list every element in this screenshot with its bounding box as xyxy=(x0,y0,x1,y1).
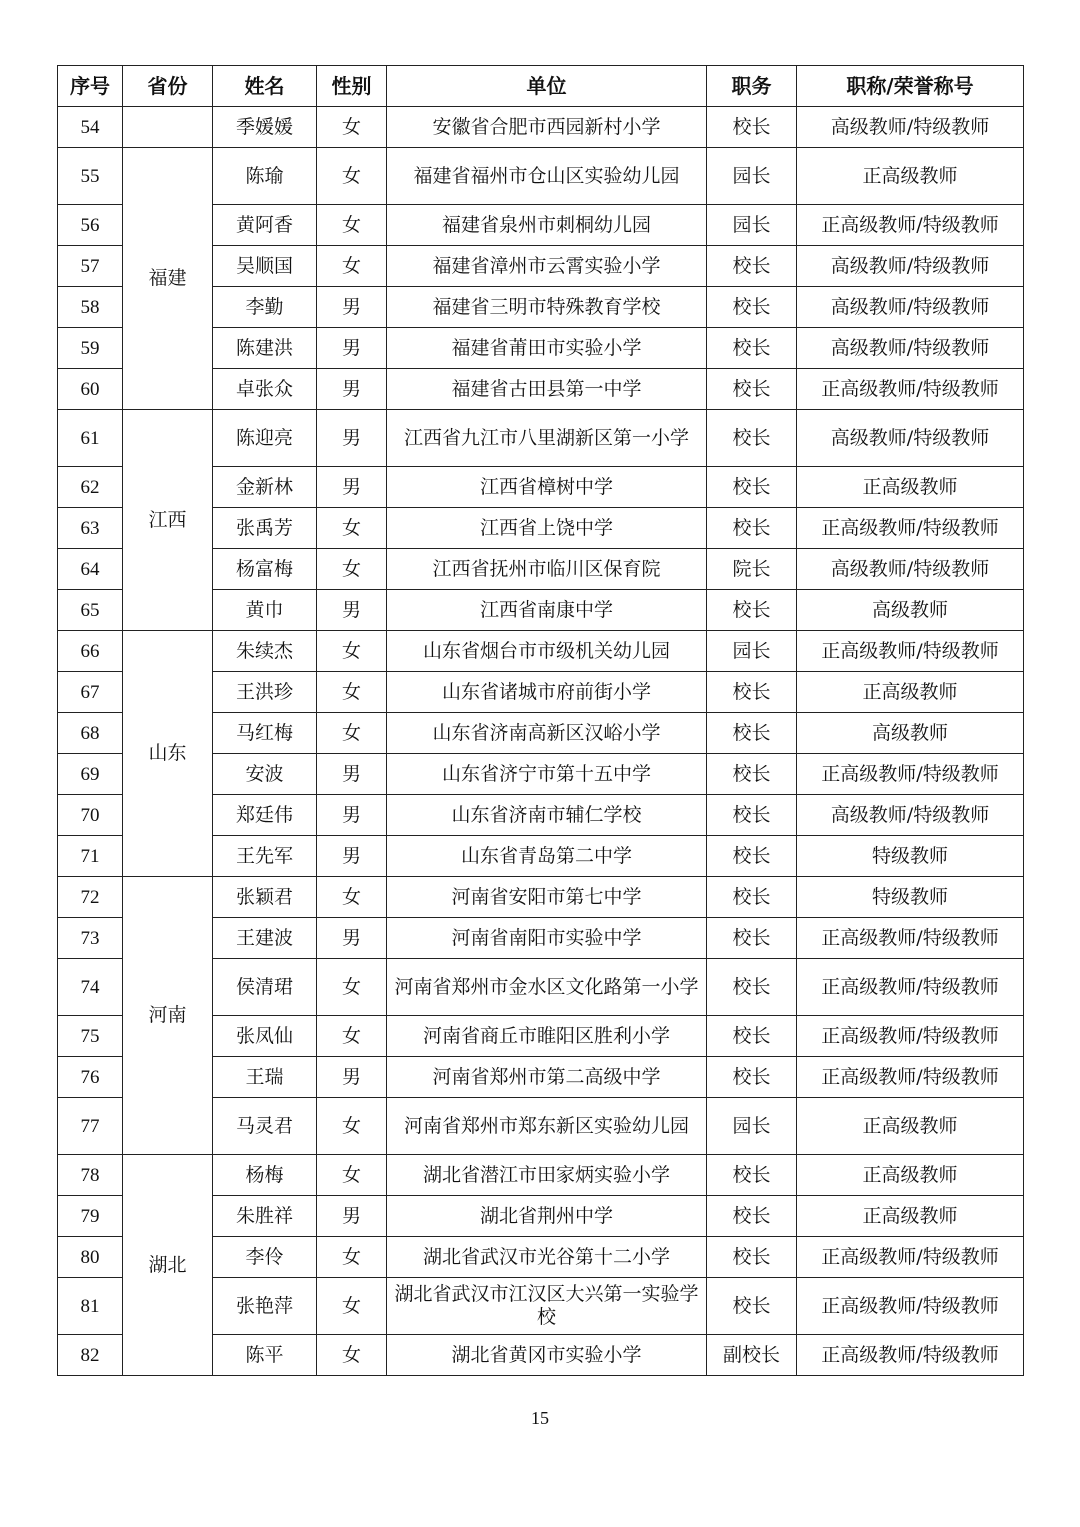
cell-gender: 女 xyxy=(317,631,387,672)
cell-unit: 江西省南康中学 xyxy=(387,590,707,631)
cell-title: 特级教师 xyxy=(797,877,1024,918)
cell-unit: 湖北省武汉市光谷第十二小学 xyxy=(387,1237,707,1278)
cell-gender: 男 xyxy=(317,467,387,508)
cell-position: 校长 xyxy=(707,1237,797,1278)
cell-name: 李勤 xyxy=(213,287,317,328)
cell-gender: 男 xyxy=(317,287,387,328)
cell-title: 正高级教师 xyxy=(797,1155,1024,1196)
cell-name: 朱续杰 xyxy=(213,631,317,672)
cell-title: 特级教师 xyxy=(797,836,1024,877)
cell-gender: 女 xyxy=(317,508,387,549)
cell-gender: 女 xyxy=(317,549,387,590)
cell-unit: 河南省安阳市第七中学 xyxy=(387,877,707,918)
cell-position: 校长 xyxy=(707,1278,797,1335)
cell-no: 82 xyxy=(58,1335,123,1376)
cell-no: 74 xyxy=(58,959,123,1016)
cell-no: 65 xyxy=(58,590,123,631)
cell-position: 园长 xyxy=(707,1098,797,1155)
cell-title: 正高级教师 xyxy=(797,467,1024,508)
cell-gender: 男 xyxy=(317,1196,387,1237)
cell-name: 张凤仙 xyxy=(213,1016,317,1057)
cell-title: 高级教师/特级教师 xyxy=(797,107,1024,148)
cell-gender: 女 xyxy=(317,877,387,918)
cell-gender: 男 xyxy=(317,369,387,410)
cell-gender: 女 xyxy=(317,959,387,1016)
cell-gender: 男 xyxy=(317,410,387,467)
cell-no: 59 xyxy=(58,328,123,369)
cell-name: 安波 xyxy=(213,754,317,795)
cell-gender: 男 xyxy=(317,328,387,369)
cell-name: 黄阿香 xyxy=(213,205,317,246)
cell-unit: 江西省九江市八里湖新区第一小学 xyxy=(387,410,707,467)
cell-gender: 女 xyxy=(317,148,387,205)
cell-name: 张颖君 xyxy=(213,877,317,918)
cell-gender: 男 xyxy=(317,918,387,959)
cell-no: 77 xyxy=(58,1098,123,1155)
cell-gender: 女 xyxy=(317,1237,387,1278)
cell-province: 山东 xyxy=(123,631,213,877)
cell-position: 校长 xyxy=(707,590,797,631)
cell-name: 郑廷伟 xyxy=(213,795,317,836)
cell-no: 60 xyxy=(58,369,123,410)
cell-position: 校长 xyxy=(707,1196,797,1237)
cell-no: 67 xyxy=(58,672,123,713)
cell-unit: 山东省诸城市府前街小学 xyxy=(387,672,707,713)
cell-name: 杨富梅 xyxy=(213,549,317,590)
cell-name: 陈平 xyxy=(213,1335,317,1376)
cell-name: 金新林 xyxy=(213,467,317,508)
cell-unit: 湖北省潜江市田家炳实验小学 xyxy=(387,1155,707,1196)
cell-name: 季媛媛 xyxy=(213,107,317,148)
cell-unit: 福建省三明市特殊教育学校 xyxy=(387,287,707,328)
cell-name: 王建波 xyxy=(213,918,317,959)
cell-no: 63 xyxy=(58,508,123,549)
cell-name: 李伶 xyxy=(213,1237,317,1278)
cell-position: 校长 xyxy=(707,328,797,369)
cell-gender: 女 xyxy=(317,107,387,148)
cell-no: 71 xyxy=(58,836,123,877)
cell-province xyxy=(123,107,213,148)
table-row xyxy=(58,410,1024,467)
cell-province: 河南 xyxy=(123,877,213,1155)
cell-no: 55 xyxy=(58,148,123,205)
roster-body xyxy=(58,107,1024,1376)
cell-title: 正高级教师/特级教师 xyxy=(797,754,1024,795)
cell-unit: 河南省商丘市睢阳区胜利小学 xyxy=(387,1016,707,1057)
cell-position: 园长 xyxy=(707,148,797,205)
cell-province: 湖北 xyxy=(123,1155,213,1376)
cell-gender: 女 xyxy=(317,1016,387,1057)
cell-no: 68 xyxy=(58,713,123,754)
cell-position: 校长 xyxy=(707,1155,797,1196)
cell-unit: 福建省泉州市刺桐幼儿园 xyxy=(387,205,707,246)
cell-name: 朱胜祥 xyxy=(213,1196,317,1237)
cell-unit: 福建省古田县第一中学 xyxy=(387,369,707,410)
cell-no: 64 xyxy=(58,549,123,590)
cell-unit: 江西省抚州市临川区保育院 xyxy=(387,549,707,590)
cell-no: 81 xyxy=(58,1278,123,1335)
cell-no: 58 xyxy=(58,287,123,328)
cell-no: 69 xyxy=(58,754,123,795)
cell-unit: 安徽省合肥市西园新村小学 xyxy=(387,107,707,148)
cell-unit: 福建省福州市仓山区实验幼儿园 xyxy=(387,148,707,205)
cell-name: 卓张众 xyxy=(213,369,317,410)
cell-unit: 江西省樟树中学 xyxy=(387,467,707,508)
cell-title: 正高级教师/特级教师 xyxy=(797,959,1024,1016)
table-row xyxy=(58,1155,1024,1196)
header-name: 姓名 xyxy=(213,66,317,107)
table-row xyxy=(58,631,1024,672)
cell-name: 张禹芳 xyxy=(213,508,317,549)
cell-title: 正高级教师/特级教师 xyxy=(797,369,1024,410)
cell-gender: 女 xyxy=(317,246,387,287)
cell-no: 66 xyxy=(58,631,123,672)
header-province: 省份 xyxy=(123,66,213,107)
cell-title: 正高级教师/特级教师 xyxy=(797,508,1024,549)
cell-title: 正高级教师 xyxy=(797,1098,1024,1155)
cell-name: 杨梅 xyxy=(213,1155,317,1196)
header-position: 职务 xyxy=(707,66,797,107)
cell-name: 侯清珺 xyxy=(213,959,317,1016)
cell-unit: 湖北省武汉市江汉区大兴第一实验学校 xyxy=(387,1278,707,1335)
cell-title: 正高级教师 xyxy=(797,1196,1024,1237)
cell-position: 校长 xyxy=(707,287,797,328)
cell-name: 黄巾 xyxy=(213,590,317,631)
cell-position: 校长 xyxy=(707,754,797,795)
cell-no: 78 xyxy=(58,1155,123,1196)
cell-unit: 河南省郑州市郑东新区实验幼儿园 xyxy=(387,1098,707,1155)
table-row xyxy=(58,148,1024,205)
cell-gender: 女 xyxy=(317,713,387,754)
cell-unit: 河南省南阳市实验中学 xyxy=(387,918,707,959)
cell-position: 校长 xyxy=(707,795,797,836)
cell-position: 校长 xyxy=(707,672,797,713)
cell-unit: 山东省济南高新区汉峪小学 xyxy=(387,713,707,754)
table-row xyxy=(58,107,1024,148)
cell-no: 75 xyxy=(58,1016,123,1057)
cell-title: 高级教师/特级教师 xyxy=(797,795,1024,836)
header-row xyxy=(58,66,1024,107)
cell-position: 校长 xyxy=(707,410,797,467)
cell-position: 校长 xyxy=(707,713,797,754)
cell-gender: 女 xyxy=(317,205,387,246)
cell-title: 高级教师/特级教师 xyxy=(797,287,1024,328)
cell-province: 福建 xyxy=(123,148,213,410)
cell-name: 王洪珍 xyxy=(213,672,317,713)
cell-position: 校长 xyxy=(707,918,797,959)
header-no: 序号 xyxy=(58,66,123,107)
table-row xyxy=(58,877,1024,918)
cell-gender: 男 xyxy=(317,1057,387,1098)
cell-title: 正高级教师/特级教师 xyxy=(797,1237,1024,1278)
cell-title: 正高级教师/特级教师 xyxy=(797,1016,1024,1057)
cell-no: 76 xyxy=(58,1057,123,1098)
cell-title: 正高级教师/特级教师 xyxy=(797,1278,1024,1335)
cell-province: 江西 xyxy=(123,410,213,631)
cell-title: 正高级教师/特级教师 xyxy=(797,631,1024,672)
cell-no: 62 xyxy=(58,467,123,508)
cell-name: 张艳萍 xyxy=(213,1278,317,1335)
cell-unit: 山东省青岛第二中学 xyxy=(387,836,707,877)
cell-gender: 男 xyxy=(317,754,387,795)
cell-gender: 女 xyxy=(317,1335,387,1376)
cell-name: 吴顺国 xyxy=(213,246,317,287)
cell-unit: 山东省烟台市市级机关幼儿园 xyxy=(387,631,707,672)
cell-name: 陈迎亮 xyxy=(213,410,317,467)
cell-name: 马灵君 xyxy=(213,1098,317,1155)
cell-gender: 女 xyxy=(317,1155,387,1196)
cell-position: 校长 xyxy=(707,467,797,508)
cell-gender: 男 xyxy=(317,795,387,836)
cell-no: 73 xyxy=(58,918,123,959)
cell-no: 70 xyxy=(58,795,123,836)
cell-no: 57 xyxy=(58,246,123,287)
cell-unit: 江西省上饶中学 xyxy=(387,508,707,549)
cell-unit: 山东省济南市辅仁学校 xyxy=(387,795,707,836)
cell-gender: 男 xyxy=(317,590,387,631)
cell-position: 校长 xyxy=(707,877,797,918)
cell-name: 陈建洪 xyxy=(213,328,317,369)
cell-no: 72 xyxy=(58,877,123,918)
cell-title: 高级教师/特级教师 xyxy=(797,246,1024,287)
cell-title: 正高级教师/特级教师 xyxy=(797,918,1024,959)
cell-gender: 男 xyxy=(317,836,387,877)
cell-title: 正高级教师 xyxy=(797,672,1024,713)
cell-name: 王先军 xyxy=(213,836,317,877)
cell-title: 正高级教师/特级教师 xyxy=(797,1335,1024,1376)
cell-unit: 河南省郑州市第二高级中学 xyxy=(387,1057,707,1098)
header-unit: 单位 xyxy=(387,66,707,107)
cell-title: 高级教师 xyxy=(797,590,1024,631)
cell-unit: 湖北省荆州中学 xyxy=(387,1196,707,1237)
cell-name: 陈瑜 xyxy=(213,148,317,205)
cell-title: 正高级教师 xyxy=(797,148,1024,205)
cell-no: 56 xyxy=(58,205,123,246)
cell-no: 79 xyxy=(58,1196,123,1237)
cell-unit: 福建省莆田市实验小学 xyxy=(387,328,707,369)
cell-position: 校长 xyxy=(707,369,797,410)
cell-position: 校长 xyxy=(707,246,797,287)
cell-position: 校长 xyxy=(707,1057,797,1098)
cell-title: 正高级教师/特级教师 xyxy=(797,205,1024,246)
cell-gender: 女 xyxy=(317,672,387,713)
header-title: 职称/荣誉称号 xyxy=(797,66,1024,107)
cell-no: 80 xyxy=(58,1237,123,1278)
cell-position: 校长 xyxy=(707,836,797,877)
cell-unit: 山东省济宁市第十五中学 xyxy=(387,754,707,795)
header-gender: 性别 xyxy=(317,66,387,107)
cell-title: 高级教师 xyxy=(797,713,1024,754)
cell-unit: 河南省郑州市金水区文化路第一小学 xyxy=(387,959,707,1016)
cell-position: 校长 xyxy=(707,1016,797,1057)
cell-title: 高级教师/特级教师 xyxy=(797,549,1024,590)
cell-name: 马红梅 xyxy=(213,713,317,754)
roster-table xyxy=(57,65,1024,1376)
cell-position: 院长 xyxy=(707,549,797,590)
cell-no: 54 xyxy=(58,107,123,148)
cell-title: 高级教师/特级教师 xyxy=(797,328,1024,369)
cell-unit: 湖北省黄冈市实验小学 xyxy=(387,1335,707,1376)
cell-gender: 女 xyxy=(317,1098,387,1155)
page-number: 15 xyxy=(531,1408,549,1428)
cell-position: 园长 xyxy=(707,631,797,672)
cell-title: 正高级教师/特级教师 xyxy=(797,1057,1024,1098)
cell-title: 高级教师/特级教师 xyxy=(797,410,1024,467)
cell-position: 园长 xyxy=(707,205,797,246)
cell-position: 校长 xyxy=(707,508,797,549)
cell-gender: 女 xyxy=(317,1278,387,1335)
cell-no: 61 xyxy=(58,410,123,467)
cell-position: 校长 xyxy=(707,107,797,148)
cell-position: 校长 xyxy=(707,959,797,1016)
cell-name: 王瑞 xyxy=(213,1057,317,1098)
cell-unit: 福建省漳州市云霄实验小学 xyxy=(387,246,707,287)
cell-position: 副校长 xyxy=(707,1335,797,1376)
